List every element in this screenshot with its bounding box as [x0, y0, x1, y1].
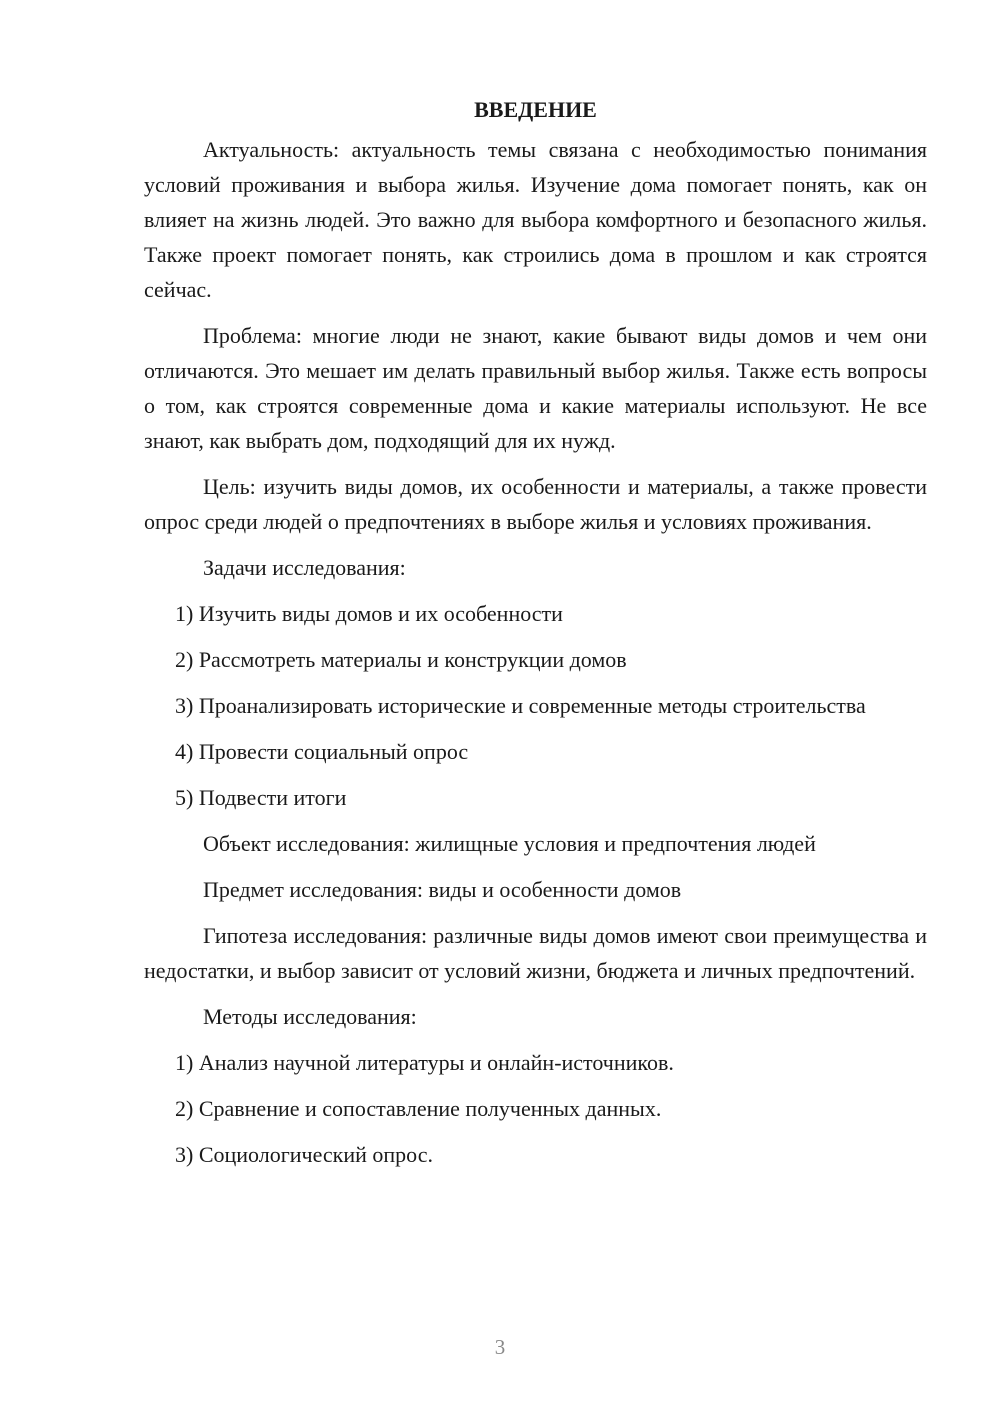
method-item-2: 2) Сравнение и сопоставление полученных данных. [175, 1096, 662, 1121]
task-item-4: 4) Провести социальный опрос [175, 739, 469, 764]
task-item-2: 2) Рассмотреть материалы и конструкции домов [175, 647, 627, 672]
problem-paragraph: Проблема: многие люди не знают, какие бывают виды домов и чем они отличаются. Это мешает им делать правильный выбор жилья. Также есть вопросы о том, как строятся современные дома и какие материалы используют. Не все знают, как выбрать дом, подходящий для их нужд. [144, 323, 927, 453]
goal-paragraph: Цель: изучить виды домов, их особенности и материалы, а также провести опрос среди людей о предпочтениях в выборе жилья и условиях проживания. [144, 474, 927, 534]
hypothesis-paragraph: Гипотеза исследования: различные виды домов имеют свои преимущества и недостатки, и выбор зависит от условий жизни, бюджета и личных предпочтений. [144, 923, 927, 983]
method-item-1: 1) Анализ научной литературы и онлайн-источников. [175, 1050, 674, 1075]
document-page [144, 92, 927, 1183]
object-paragraph: Объект исследования: жилищные условия и предпочтения людей [203, 831, 816, 856]
relevance-paragraph: Актуальность: актуальность темы связана с необходимостью понимания условий проживания и выбора жилья. Изучение дома помогает понять, как он влияет на жизнь людей. Это важно для выбора комфортного и безопасного жилья. Также проект помогает понять, как строились дома в прошлом и как строятся сейчас. [144, 137, 927, 302]
task-item-3: 3) Проанализировать исторические и современные методы строительства [175, 693, 866, 718]
task-item-1: 1) Изучить виды домов и их особенности [175, 601, 563, 626]
tasks-heading: Задачи исследования: [203, 555, 406, 580]
subject-paragraph: Предмет исследования: виды и особенности домов [203, 877, 682, 902]
document-title: ВВЕДЕНИЕ [474, 97, 597, 122]
task-item-5: 5) Подвести итоги [175, 785, 347, 810]
method-item-3: 3) Социологический опрос. [175, 1142, 433, 1167]
methods-heading: Методы исследования: [203, 1004, 417, 1029]
page-number: 3 [494, 1335, 506, 1359]
